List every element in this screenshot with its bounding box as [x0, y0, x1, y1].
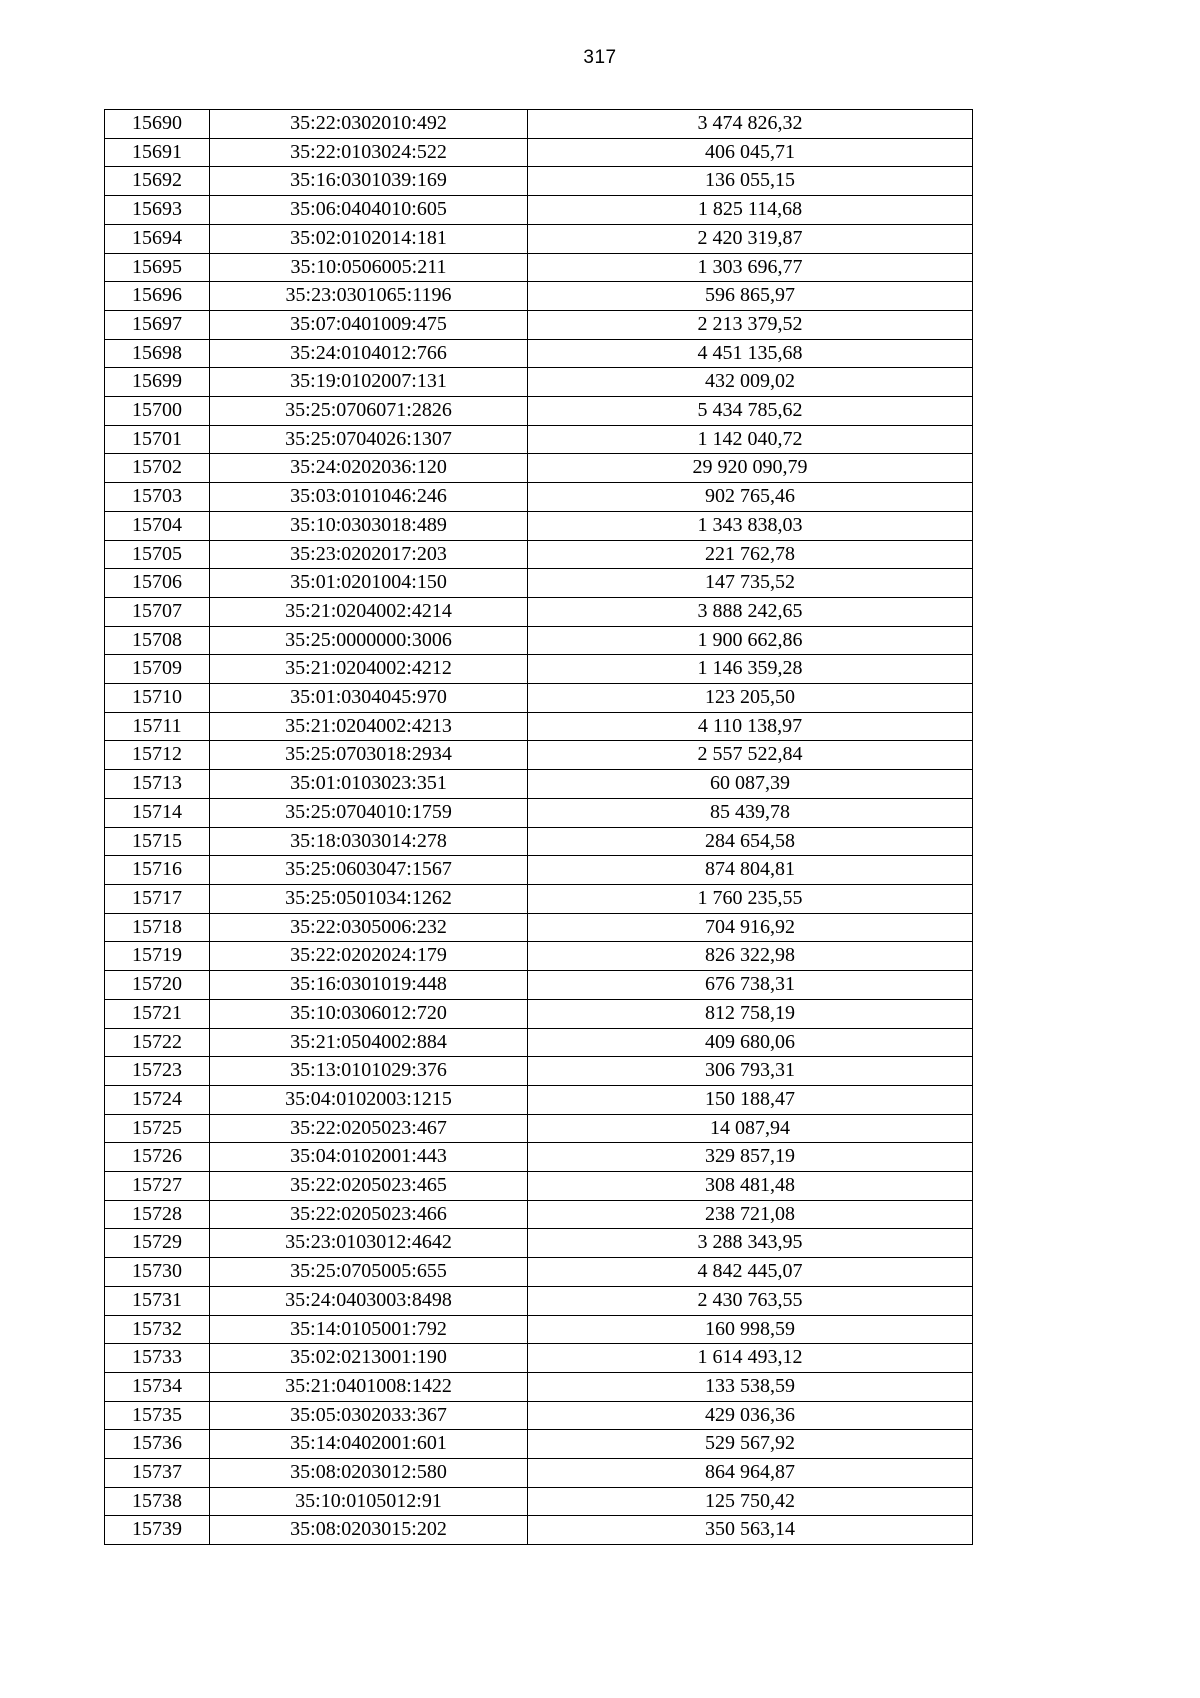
row-number-cell: 15697	[105, 310, 210, 339]
table-row	[105, 511, 973, 540]
cadastral-number-cell: 35:21:0401008:1422	[210, 1372, 528, 1401]
table-row	[105, 684, 973, 713]
cadastral-number-cell: 35:23:0202017:203	[210, 540, 528, 569]
cadastral-number-cell: 35:03:0101046:246	[210, 483, 528, 512]
table-row	[105, 942, 973, 971]
cadastral-number-cell: 35:16:0301039:169	[210, 167, 528, 196]
cadastral-number-cell: 35:10:0306012:720	[210, 999, 528, 1028]
cadastral-value-cell: 125 750,42	[528, 1487, 973, 1516]
cadastral-value-cell: 826 322,98	[528, 942, 973, 971]
cadastral-number-cell: 35:24:0403003:8498	[210, 1286, 528, 1315]
row-number-cell: 15716	[105, 856, 210, 885]
table-row	[105, 1487, 973, 1516]
row-number-cell: 15704	[105, 511, 210, 540]
cadastral-number-cell: 35:18:0303014:278	[210, 827, 528, 856]
table-row	[105, 1229, 973, 1258]
cadastral-number-cell: 35:05:0302033:367	[210, 1401, 528, 1430]
cadastral-number-cell: 35:04:0102001:443	[210, 1143, 528, 1172]
cadastral-value-cell: 2 213 379,52	[528, 310, 973, 339]
row-number-cell: 15734	[105, 1372, 210, 1401]
row-number-cell: 15737	[105, 1459, 210, 1488]
table-row	[105, 770, 973, 799]
cadastral-number-cell: 35:22:0205023:467	[210, 1114, 528, 1143]
table-row	[105, 999, 973, 1028]
row-number-cell: 15726	[105, 1143, 210, 1172]
table-row	[105, 1516, 973, 1545]
row-number-cell: 15703	[105, 483, 210, 512]
row-number-cell: 15733	[105, 1344, 210, 1373]
cadastral-number-cell: 35:22:0302010:492	[210, 110, 528, 139]
table-row	[105, 1401, 973, 1430]
row-number-cell: 15729	[105, 1229, 210, 1258]
cadastral-number-cell: 35:01:0304045:970	[210, 684, 528, 713]
cadastral-number-cell: 35:21:0204002:4214	[210, 597, 528, 626]
table-row	[105, 1200, 973, 1229]
table-row	[105, 253, 973, 282]
row-number-cell: 15724	[105, 1085, 210, 1114]
row-number-cell: 15706	[105, 569, 210, 598]
cadastral-number-cell: 35:02:0213001:190	[210, 1344, 528, 1373]
row-number-cell: 15720	[105, 971, 210, 1000]
row-number-cell: 15719	[105, 942, 210, 971]
cadastral-number-cell: 35:10:0506005:211	[210, 253, 528, 282]
table-row	[105, 110, 973, 139]
cadastral-value-cell: 60 087,39	[528, 770, 973, 799]
table-row	[105, 971, 973, 1000]
row-number-cell: 15728	[105, 1200, 210, 1229]
row-number-cell: 15717	[105, 884, 210, 913]
cadastral-number-cell: 35:01:0103023:351	[210, 770, 528, 799]
row-number-cell: 15739	[105, 1516, 210, 1545]
row-number-cell: 15730	[105, 1258, 210, 1287]
cadastral-number-cell: 35:25:0705005:655	[210, 1258, 528, 1287]
table-row	[105, 138, 973, 167]
table-row	[105, 1143, 973, 1172]
row-number-cell: 15699	[105, 368, 210, 397]
cadastral-value-cell: 221 762,78	[528, 540, 973, 569]
table-row	[105, 339, 973, 368]
row-number-cell: 15732	[105, 1315, 210, 1344]
cadastral-value-cell: 1 146 359,28	[528, 655, 973, 684]
cadastral-value-cell: 306 793,31	[528, 1057, 973, 1086]
row-number-cell: 15693	[105, 196, 210, 225]
table-row	[105, 597, 973, 626]
table-row	[105, 540, 973, 569]
cadastral-value-cell: 812 758,19	[528, 999, 973, 1028]
row-number-cell: 15736	[105, 1430, 210, 1459]
table-row	[105, 1085, 973, 1114]
row-number-cell: 15698	[105, 339, 210, 368]
cadastral-number-cell: 35:24:0104012:766	[210, 339, 528, 368]
cadastral-number-cell: 35:24:0202036:120	[210, 454, 528, 483]
row-number-cell: 15735	[105, 1401, 210, 1430]
row-number-cell: 15727	[105, 1172, 210, 1201]
cadastral-number-cell: 35:25:0706071:2826	[210, 397, 528, 426]
table-row	[105, 454, 973, 483]
table-body	[105, 110, 973, 1545]
cadastral-number-cell: 35:25:0704010:1759	[210, 798, 528, 827]
cadastral-value-cell: 123 205,50	[528, 684, 973, 713]
cadastral-number-cell: 35:22:0103024:522	[210, 138, 528, 167]
cadastral-value-cell: 14 087,94	[528, 1114, 973, 1143]
row-number-cell: 15696	[105, 282, 210, 311]
cadastral-value-cell: 3 888 242,65	[528, 597, 973, 626]
table-row	[105, 1057, 973, 1086]
cadastral-value-cell: 3 474 826,32	[528, 110, 973, 139]
table-row	[105, 1172, 973, 1201]
cadastral-value-cell: 2 420 319,87	[528, 224, 973, 253]
row-number-cell: 15701	[105, 425, 210, 454]
row-number-cell: 15692	[105, 167, 210, 196]
table-row	[105, 1028, 973, 1057]
table-row	[105, 856, 973, 885]
cadastral-value-cell: 1 343 838,03	[528, 511, 973, 540]
cadastral-number-cell: 35:14:0105001:792	[210, 1315, 528, 1344]
cadastral-value-cell: 1 900 662,86	[528, 626, 973, 655]
cadastral-value-cell: 308 481,48	[528, 1172, 973, 1201]
cadastral-number-cell: 35:25:0603047:1567	[210, 856, 528, 885]
cadastral-value-table	[104, 109, 973, 1545]
cadastral-number-cell: 35:10:0303018:489	[210, 511, 528, 540]
cadastral-value-cell: 864 964,87	[528, 1459, 973, 1488]
cadastral-value-cell: 2 430 763,55	[528, 1286, 973, 1315]
cadastral-number-cell: 35:08:0203012:580	[210, 1459, 528, 1488]
table-row	[105, 1315, 973, 1344]
cadastral-number-cell: 35:22:0205023:465	[210, 1172, 528, 1201]
cadastral-value-cell: 136 055,15	[528, 167, 973, 196]
table-row	[105, 397, 973, 426]
cadastral-number-cell: 35:14:0402001:601	[210, 1430, 528, 1459]
cadastral-number-cell: 35:07:0401009:475	[210, 310, 528, 339]
table-row	[105, 196, 973, 225]
table-row	[105, 224, 973, 253]
row-number-cell: 15707	[105, 597, 210, 626]
cadastral-value-cell: 147 735,52	[528, 569, 973, 598]
cadastral-number-cell: 35:23:0301065:1196	[210, 282, 528, 311]
table-row	[105, 1430, 973, 1459]
cadastral-value-cell: 874 804,81	[528, 856, 973, 885]
cadastral-value-cell: 150 188,47	[528, 1085, 973, 1114]
cadastral-number-cell: 35:01:0201004:150	[210, 569, 528, 598]
row-number-cell: 15721	[105, 999, 210, 1028]
cadastral-value-cell: 29 920 090,79	[528, 454, 973, 483]
cadastral-number-cell: 35:21:0204002:4213	[210, 712, 528, 741]
cadastral-number-cell: 35:25:0501034:1262	[210, 884, 528, 913]
table-row	[105, 368, 973, 397]
table-row	[105, 569, 973, 598]
table-row	[105, 626, 973, 655]
cadastral-number-cell: 35:23:0103012:4642	[210, 1229, 528, 1258]
cadastral-number-cell: 35:06:0404010:605	[210, 196, 528, 225]
table-row	[105, 741, 973, 770]
cadastral-value-cell: 2 557 522,84	[528, 741, 973, 770]
table-row	[105, 1344, 973, 1373]
cadastral-number-cell: 35:25:0703018:2934	[210, 741, 528, 770]
cadastral-value-cell: 4 842 445,07	[528, 1258, 973, 1287]
cadastral-value-cell: 4 451 135,68	[528, 339, 973, 368]
table-row	[105, 712, 973, 741]
cadastral-number-cell: 35:16:0301019:448	[210, 971, 528, 1000]
row-number-cell: 15695	[105, 253, 210, 282]
cadastral-value-cell: 3 288 343,95	[528, 1229, 973, 1258]
cadastral-value-cell: 284 654,58	[528, 827, 973, 856]
cadastral-number-cell: 35:22:0205023:466	[210, 1200, 528, 1229]
row-number-cell: 15690	[105, 110, 210, 139]
cadastral-value-cell: 238 721,08	[528, 1200, 973, 1229]
cadastral-number-cell: 35:25:0704026:1307	[210, 425, 528, 454]
row-number-cell: 15709	[105, 655, 210, 684]
table-row	[105, 310, 973, 339]
cadastral-value-cell: 350 563,14	[528, 1516, 973, 1545]
row-number-cell: 15714	[105, 798, 210, 827]
cadastral-number-cell: 35:02:0102014:181	[210, 224, 528, 253]
cadastral-value-cell: 406 045,71	[528, 138, 973, 167]
cadastral-number-cell: 35:22:0202024:179	[210, 942, 528, 971]
row-number-cell: 15705	[105, 540, 210, 569]
row-number-cell: 15731	[105, 1286, 210, 1315]
table-row	[105, 483, 973, 512]
row-number-cell: 15725	[105, 1114, 210, 1143]
row-number-cell: 15738	[105, 1487, 210, 1516]
table-row	[105, 1258, 973, 1287]
table-row	[105, 655, 973, 684]
row-number-cell: 15712	[105, 741, 210, 770]
table-row	[105, 913, 973, 942]
table-row	[105, 827, 973, 856]
cadastral-number-cell: 35:21:0504002:884	[210, 1028, 528, 1057]
cadastral-value-cell: 596 865,97	[528, 282, 973, 311]
table-row	[105, 282, 973, 311]
row-number-cell: 15718	[105, 913, 210, 942]
row-number-cell: 15715	[105, 827, 210, 856]
row-number-cell: 15694	[105, 224, 210, 253]
row-number-cell: 15708	[105, 626, 210, 655]
row-number-cell: 15713	[105, 770, 210, 799]
cadastral-value-cell: 1 303 696,77	[528, 253, 973, 282]
table-row	[105, 167, 973, 196]
cadastral-value-cell: 432 009,02	[528, 368, 973, 397]
row-number-cell: 15723	[105, 1057, 210, 1086]
cadastral-number-cell: 35:21:0204002:4212	[210, 655, 528, 684]
cadastral-number-cell: 35:10:0105012:91	[210, 1487, 528, 1516]
cadastral-number-cell: 35:08:0203015:202	[210, 1516, 528, 1545]
cadastral-number-cell: 35:25:0000000:3006	[210, 626, 528, 655]
row-number-cell: 15691	[105, 138, 210, 167]
cadastral-value-cell: 1 825 114,68	[528, 196, 973, 225]
cadastral-value-cell: 676 738,31	[528, 971, 973, 1000]
table-row	[105, 425, 973, 454]
row-number-cell: 15700	[105, 397, 210, 426]
cadastral-value-cell: 409 680,06	[528, 1028, 973, 1057]
cadastral-value-cell: 1 760 235,55	[528, 884, 973, 913]
table-row	[105, 884, 973, 913]
cadastral-value-cell: 1 142 040,72	[528, 425, 973, 454]
table-row	[105, 1459, 973, 1488]
cadastral-number-cell: 35:22:0305006:232	[210, 913, 528, 942]
cadastral-value-cell: 4 110 138,97	[528, 712, 973, 741]
table-row	[105, 1286, 973, 1315]
table-row	[105, 1372, 973, 1401]
cadastral-number-cell: 35:04:0102003:1215	[210, 1085, 528, 1114]
cadastral-value-cell: 5 434 785,62	[528, 397, 973, 426]
row-number-cell: 15722	[105, 1028, 210, 1057]
cadastral-value-cell: 704 916,92	[528, 913, 973, 942]
cadastral-value-cell: 1 614 493,12	[528, 1344, 973, 1373]
table-row	[105, 1114, 973, 1143]
cadastral-value-cell: 329 857,19	[528, 1143, 973, 1172]
cadastral-value-cell: 902 765,46	[528, 483, 973, 512]
cadastral-value-cell: 133 538,59	[528, 1372, 973, 1401]
page-number: 317	[583, 47, 617, 68]
row-number-cell: 15702	[105, 454, 210, 483]
row-number-cell: 15711	[105, 712, 210, 741]
cadastral-number-cell: 35:19:0102007:131	[210, 368, 528, 397]
cadastral-number-cell: 35:13:0101029:376	[210, 1057, 528, 1086]
row-number-cell: 15710	[105, 684, 210, 713]
cadastral-value-cell: 429 036,36	[528, 1401, 973, 1430]
cadastral-value-cell: 85 439,78	[528, 798, 973, 827]
table-row	[105, 798, 973, 827]
cadastral-value-cell: 529 567,92	[528, 1430, 973, 1459]
cadastral-value-cell: 160 998,59	[528, 1315, 973, 1344]
